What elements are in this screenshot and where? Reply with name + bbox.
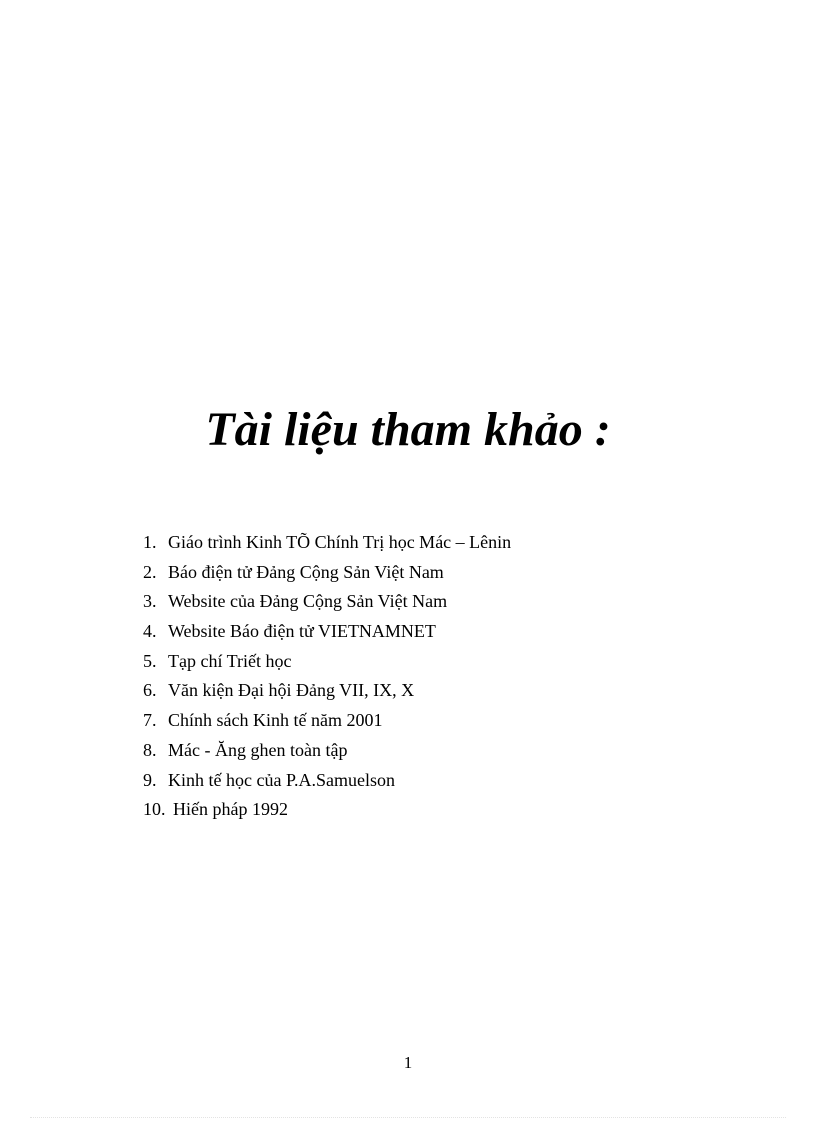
list-item-text: Website của Đảng Cộng Sản Việt Nam bbox=[168, 591, 448, 612]
list-item bbox=[143, 558, 511, 588]
list-item-number: 6. bbox=[143, 680, 157, 701]
list-item bbox=[143, 706, 511, 736]
list-item-number: 4. bbox=[143, 621, 157, 642]
list-item-number: 5. bbox=[143, 650, 157, 671]
list-item-text: Hiến pháp 1992 bbox=[173, 799, 288, 820]
page-bottom-divider bbox=[30, 1117, 786, 1118]
list-item bbox=[143, 528, 511, 558]
list-item-number: 7. bbox=[143, 710, 157, 731]
list-item-text: Kinh tế học của P.A.Samuelson bbox=[168, 769, 395, 790]
list-item bbox=[143, 676, 511, 706]
list-item-number: 2. bbox=[143, 561, 157, 582]
list-item bbox=[143, 647, 511, 677]
list-item-number: 9. bbox=[143, 769, 157, 790]
list-item-text: Tạp chí Triết học bbox=[168, 650, 292, 671]
list-item-number: 10. bbox=[143, 799, 166, 820]
list-item bbox=[143, 617, 511, 647]
list-item-number: 3. bbox=[143, 591, 157, 612]
page-number: 1 bbox=[403, 1053, 413, 1072]
list-item-text: Báo điện tử Đảng Cộng Sản Việt Nam bbox=[168, 561, 444, 582]
list-item bbox=[143, 795, 511, 825]
list-item bbox=[143, 736, 511, 766]
list-item-text: Mác - Ăng ghen toàn tập bbox=[168, 739, 348, 760]
list-item-text: Website Báo điện tử VIETNAMNET bbox=[168, 621, 436, 642]
page-title: Tài liệu tham khảo : bbox=[205, 403, 611, 456]
list-item-text: Giáo trình Kinh TÕ Chính Trị học Mác – Lênin bbox=[168, 532, 512, 552]
list-item-text: Văn kiện Đại hội Đảng VII, IX, X bbox=[168, 680, 415, 701]
reference-list bbox=[143, 528, 511, 825]
list-item bbox=[143, 587, 511, 617]
list-item-text: Chính sách Kinh tế năm 2001 bbox=[168, 710, 383, 731]
list-item-number: 8. bbox=[143, 739, 157, 760]
list-item-number: 1. bbox=[143, 532, 157, 552]
list-item bbox=[143, 766, 511, 796]
